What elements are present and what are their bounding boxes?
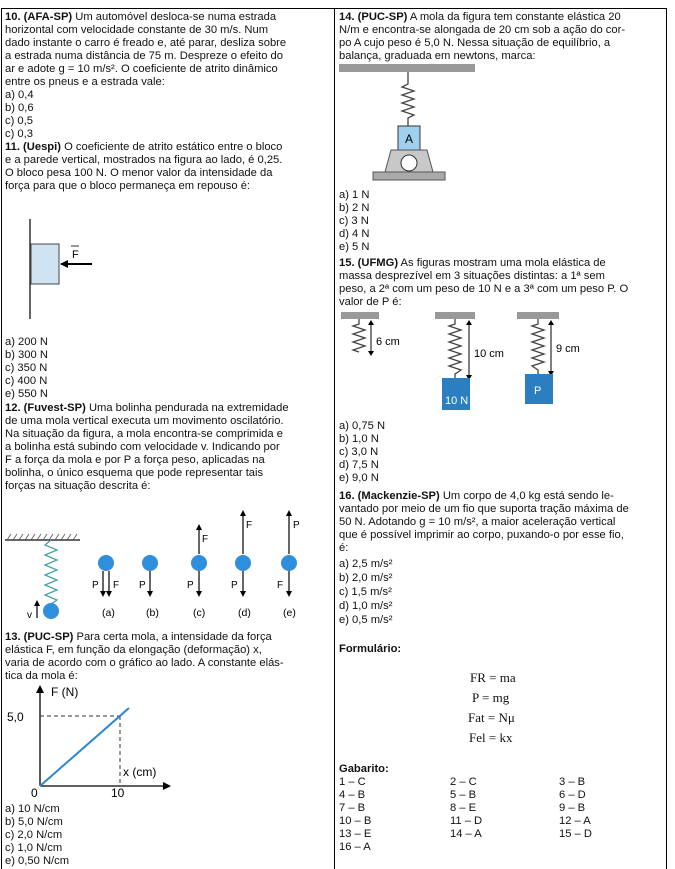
question-text-line: 50 N. Adotando g = 10 m/s², a maior aceleração vertical [339,516,616,528]
block-a-label: A [405,132,414,146]
question-text-line: forças na situação descrita é: [5,480,151,492]
question-text-line: dado instante o carro é freado e, até parar, desliza sobre [5,37,287,49]
question-text-line: horizontal com velocidade constante de 30 m/s. Num [5,24,269,36]
answer: 13 – E [339,828,372,840]
x-tick-label: 10 [111,786,125,800]
choice-c[interactable]: (c) [193,607,206,619]
question-text-line: As figuras mostram uma mola elástica de [400,257,606,269]
question-text-line: tica da mola é: [5,670,78,682]
label-p-e: P [293,520,300,531]
question-number: 16. (Mackenzie-SP) [339,490,440,502]
question-text-line: Para certa mola, a intensidade da força [76,631,272,643]
length-label-1: 6 cm [376,336,400,348]
option[interactable]: e) 9,0 N [339,472,379,484]
answer: 8 – E [450,802,477,814]
question-text-line: que é possível imprimir ao corpo, puxando-o por esse fio, [339,529,624,541]
answer: 12 – A [559,815,591,827]
velocity-arrowhead [34,600,40,606]
option[interactable]: a) 0,4 [5,89,34,101]
option[interactable]: b) 2,0 m/s² [339,572,393,584]
column-divider [334,8,335,869]
answer: 11 – D [450,815,483,827]
spring-scale-figure [339,64,479,188]
option[interactable]: c) 1,5 m/s² [339,586,392,598]
answer: 7 – B [339,802,366,814]
choice-a[interactable]: (a) [102,607,115,619]
question-text-line: varia de acordo com o gráfico ao lado. A constante elás- [5,657,284,669]
length-label-2: 10 cm [474,348,504,360]
option[interactable]: a) 2,5 m/s² [339,558,393,570]
question-text-line: peso, a 2ª com um peso de 10 N e a 3ª com um peso P. O [339,283,629,295]
question-text-line: bolinha, o único esquema que pode representar tais [5,467,264,479]
origin-label: 0 [31,786,38,800]
label-f-d: F [246,520,253,531]
question-text-line: força para que o bloco permaneça em repouso é: [5,180,251,192]
question-text-line: e a parede vertical, mostrados na figura ao lado, é 0,25. [5,154,283,166]
scale-dial [401,155,417,171]
question-text-line: Na situação da figura, a mola encontra-se comprimida e [5,428,283,440]
formula: Fel = kx [469,730,513,745]
label-p-b: P [139,580,146,591]
support-3 [517,312,559,319]
block [31,244,59,284]
label-p-d: P [231,580,238,591]
spring-1 [353,319,365,352]
force-arrowhead [60,260,68,268]
question-number: 13. (PUC-SP) [5,631,74,643]
answer: 15 – D [559,828,592,840]
scale-base [373,172,445,180]
option[interactable]: b) 0,6 [5,102,34,114]
option[interactable]: e) 0,50 N/cm [5,855,70,867]
answer: 9 – B [559,802,586,814]
option[interactable]: a) 10 N/cm [5,803,60,815]
option[interactable]: c) 0,5 [5,115,33,127]
y-axis-label: F (N) [51,685,79,699]
answer: 5 – B [450,789,477,801]
label-f-c: F [202,534,209,545]
question-text-line: elástica F, em função da elongação (deformação) x, [5,644,262,656]
spring [45,540,57,604]
three-springs-figure [339,312,665,418]
question-number: 10. (AFA-SP) [5,11,73,23]
ball-a [98,555,114,571]
question-text-line: a bolinha está subindo com velocidade v. Indicando por [5,441,280,453]
option[interactable]: d) 7,5 N [339,459,379,471]
answer: 10 – B [339,815,372,827]
force-elongation-graph [5,682,175,802]
option[interactable]: b) 5,0 N/cm [5,816,63,828]
question-text-line: balança, graduada em newtons, marca: [339,50,536,62]
ball-c [191,555,207,571]
formulario-title: Formulário: [339,643,402,655]
option[interactable]: c) 3,0 N [339,446,379,458]
x-axis-label: x (cm) [123,765,157,779]
ball-b [142,555,158,571]
support-2 [435,312,475,319]
spring [402,72,414,126]
option[interactable]: e) 5 N [339,241,370,253]
formula: P = mg [472,690,510,705]
weight-label-2: 10 N [445,395,469,407]
option[interactable]: e) 550 N [5,388,48,400]
formula: Fat = Nμ [468,710,515,725]
answer: 1 – C [339,776,366,788]
answer: 6 – D [559,789,586,801]
question-text-line: N/m e encontra-se alongada de 20 cm sob a ação do cor- [339,24,626,36]
option[interactable]: b) 300 N [5,349,48,361]
option[interactable]: d) 4 N [339,228,370,240]
option[interactable]: d) 1,0 m/s² [339,600,393,612]
question-text-line: de uma mola vertical executa um movimento oscilatório. [5,415,284,427]
option[interactable]: a) 200 N [5,336,48,348]
choice-b[interactable]: (b) [146,607,159,619]
question-number: 12. (Fuvest-SP) [5,402,86,414]
option[interactable]: a) 1 N [339,189,370,201]
ball-e [281,555,297,571]
ceiling-bar [339,64,475,72]
support-1 [341,312,379,319]
label-p-a: P [92,580,99,591]
page-left-border [1,8,2,869]
option[interactable]: c) 3 N [339,215,369,227]
answer: 14 – A [450,828,482,840]
answer: 16 – A [339,841,371,853]
ball [43,603,59,619]
spring-2 [449,319,461,378]
option[interactable]: c) 400 N [5,375,48,387]
question-number: 15. (UFMG) [339,257,399,269]
gabarito-title: Gabarito: [339,763,389,775]
page-top-border [1,8,667,9]
question-text-line: Um automóvel desloca-se numa estrada [75,11,277,23]
answer: 3 – B [559,776,586,788]
question-text-line: Uma bolinha pendurada na extremidade [88,402,289,414]
label-p-c: P [187,580,194,591]
question-text-line: po A cujo peso é 5,0 N. Nessa situação de equilíbrio, a [339,37,611,49]
choice-e[interactable]: (e) [283,607,296,619]
question-text-line: Um corpo de 4,0 kg está sendo le- [442,490,614,502]
option[interactable]: c) 0,3 [5,128,33,140]
question-text-line: O coeficiente de atrito estático entre o bloco [64,141,283,153]
option[interactable]: c) 1,0 N/cm [5,842,63,854]
data-line [40,708,129,786]
weight-label-3: P [534,385,542,397]
question-text-line: vantado por meio de um fio que suporta tração máxima de [339,503,629,515]
option[interactable]: c) 2,0 N/cm [5,829,63,841]
question-text-line: ar e adote g = 10 m/s². O coeficiente de atrito dinâmico [5,63,278,75]
option[interactable]: a) 0,75 N [339,420,386,432]
ball-d [235,555,251,571]
option[interactable]: e) 0,5 m/s² [339,614,393,626]
question-text-line: A mola da figura tem constante elástica 20 [409,11,621,23]
length-label-3: 9 cm [556,343,580,355]
force-label: F [72,249,79,261]
question-text-line: é: [339,542,349,554]
question-text-line: F a força da mola e por P a força peso, aplicadas na [5,454,265,466]
page-right-border [666,8,667,869]
question-text-line: entre os pneus e a estrada vale: [5,76,165,88]
answer: 4 – B [339,789,366,801]
y-tick-label: 5,0 [7,710,24,724]
choice-d[interactable]: (d) [238,607,251,619]
label-f-a: F [113,580,120,591]
answer: 2 – C [450,776,477,788]
question-text-line: O bloco pesa 100 N. O menor valor da intensidade da [5,167,273,179]
label-f-e: F [277,580,284,591]
question-text-line: massa desprezível em 3 situações distintas: a 1ª sem [339,270,605,282]
option[interactable]: b) 2 N [339,202,370,214]
option[interactable]: b) 1,0 N [339,433,379,445]
ceiling-hatch [7,534,77,540]
velocity-label: v [27,610,32,621]
formula: FR = ma [470,670,516,685]
question-text-line: valor de P é: [339,296,402,308]
question-text-line: a estrada numa distância de 75 m. Despreze o efeito do [5,50,283,62]
option[interactable]: c) 350 N [5,362,48,374]
question-number: 14. (PUC-SP) [339,11,408,23]
spring-ball-schemes-figure [5,500,331,624]
wall-block-figure [14,214,106,324]
question-number: 11. (Uespi) [5,141,61,153]
spring-3 [532,319,544,374]
